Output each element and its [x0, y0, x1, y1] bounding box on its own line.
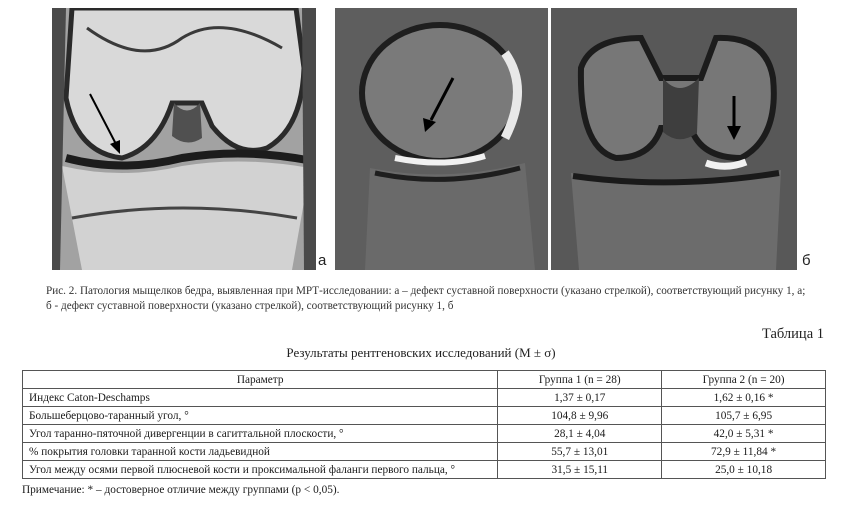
- mri-image-a: [52, 8, 316, 270]
- table-row: [23, 443, 826, 461]
- table-row: [23, 461, 826, 479]
- table-row: [23, 425, 826, 443]
- row-parameter: Угол таранно-пяточной дивергенции в сагиттальной плоскости, °: [23, 425, 498, 443]
- header-group-2: Группа 2 (n = 20): [662, 371, 826, 389]
- header-group-1: Группа 1 (n = 28): [498, 371, 662, 389]
- table-title: Результаты рентгеновских исследований (M ± σ): [286, 345, 556, 360]
- row-group-1-value: 31,5 ± 15,11: [498, 461, 662, 479]
- table-row: [23, 389, 826, 407]
- row-parameter: Большеберцово-таранный угол, °: [23, 407, 498, 425]
- header-parameter: Параметр: [23, 371, 498, 389]
- row-group-1-value: 55,7 ± 13,01: [498, 443, 662, 461]
- row-group-2-value: 42,0 ± 5,31 *: [662, 425, 826, 443]
- mri-image-b-sagittal: [335, 8, 548, 270]
- mri-sagittal-knee: [335, 8, 548, 270]
- mri-coronal-knee-b: [551, 8, 797, 270]
- mri-image-b-coronal: [551, 8, 797, 270]
- panel-label-b: б: [802, 252, 811, 269]
- row-group-2-value: 72,9 ± 11,84 *: [662, 443, 826, 461]
- table-note: Примечание: * – достоверное отличие между группами (p < 0,05).: [22, 484, 340, 496]
- figure-caption: Рис. 2. Патология мыщелков бедра, выявленная при МРТ-исследовании: а – дефект суставной поверхности (указано стрелкой), соответствующий рисунку 1, а; б - дефект суставной поверхности (указано стрелкой), соответствующий рисунку 1, б: [46, 285, 806, 312]
- mri-coronal-knee: [52, 8, 316, 270]
- row-parameter: % покрытия головки таранной кости ладьевидной: [23, 443, 498, 461]
- results-table: [22, 370, 826, 479]
- panel-label-a: а: [318, 252, 327, 269]
- row-group-2-value: 105,7 ± 6,95: [662, 407, 826, 425]
- row-group-1-value: 1,37 ± 0,17: [498, 389, 662, 407]
- table-header-row: [23, 371, 826, 389]
- row-group-2-value: 25,0 ± 10,18: [662, 461, 826, 479]
- row-group-1-value: 28,1 ± 4,04: [498, 425, 662, 443]
- table-label: Таблица 1: [761, 326, 824, 342]
- row-parameter: Индекс Caton-Deschamps: [23, 389, 498, 407]
- row-parameter: Угол между осями первой плюсневой кости и проксимальной фаланги первого пальца, °: [23, 461, 498, 479]
- row-group-2-value: 1,62 ± 0,16 *: [662, 389, 826, 407]
- row-group-1-value: 104,8 ± 9,96: [498, 407, 662, 425]
- table-row: [23, 407, 826, 425]
